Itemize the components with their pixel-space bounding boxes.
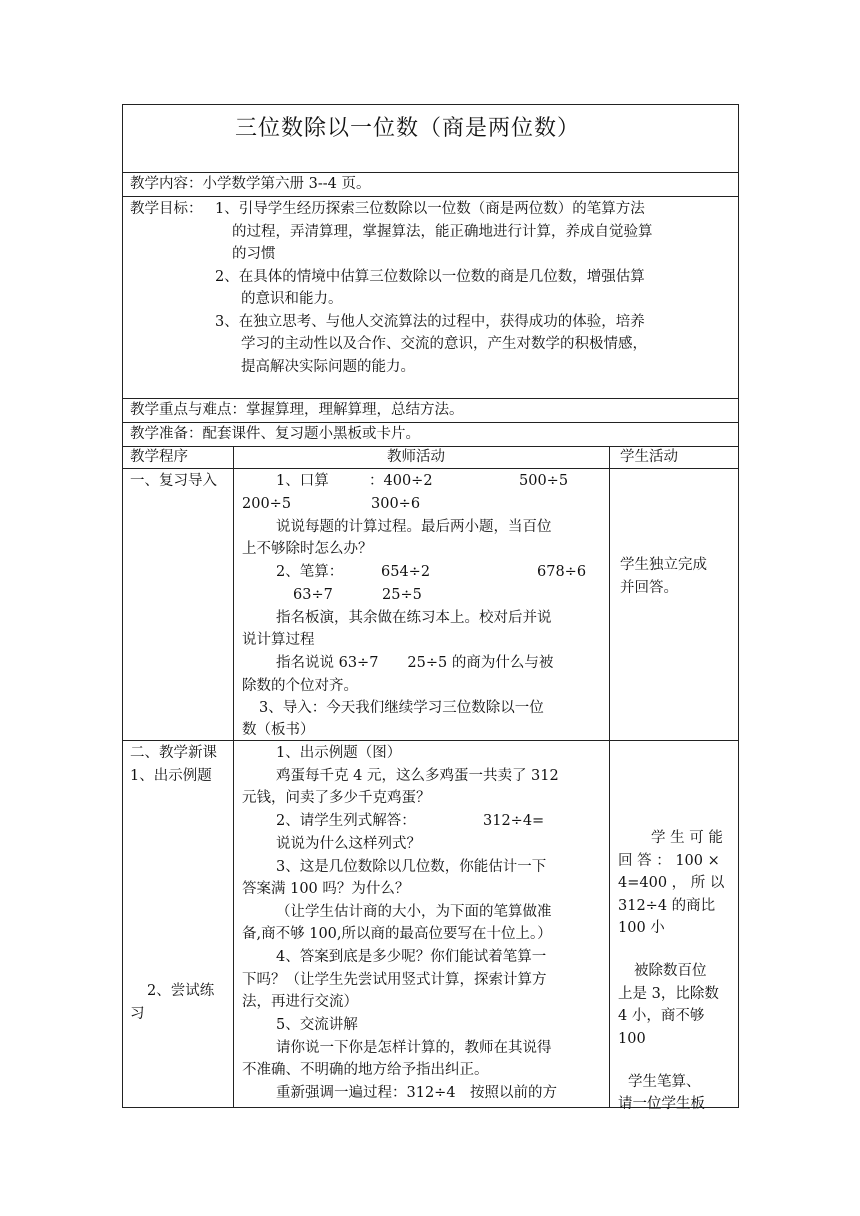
teacher-line: 下吗？（让学生先尝试用竖式计算，探索计算方 <box>242 972 547 988</box>
teacher-line: 654÷2 <box>381 564 431 580</box>
teacher-line: ：400÷2 <box>369 473 433 489</box>
student-line: 学生笔算、 <box>628 1074 701 1090</box>
table-rule <box>609 446 610 1108</box>
teacher-line: 500÷5 <box>519 473 569 489</box>
teacher-line: 300÷6 <box>371 496 421 512</box>
teacher-line: 法，再进行交流） <box>242 994 358 1010</box>
objective-line: 1、引导学生经历探索三位数除以一位数（商是两位数）的笔算方法 <box>215 201 645 217</box>
teacher-line: 答案满 100 吗？为什么？ <box>242 881 410 897</box>
teacher-line: 元钱，问卖了多少千克鸡蛋？ <box>242 790 431 806</box>
teacher-line: 678÷6 <box>537 564 587 580</box>
teacher-line: 说计算过程 <box>242 632 315 648</box>
student-line: 请一位学生板 <box>618 1096 705 1112</box>
student-line: 4 小，商不够 <box>618 1008 705 1024</box>
objectives-label: 教学目标： <box>130 201 203 217</box>
procedure-practice: 习 <box>130 1006 145 1022</box>
objective-line: 的意识和能力。 <box>241 291 343 307</box>
key-points: 教学重点与难点：掌握算理，理解算理，总结方法。 <box>130 402 464 418</box>
table-rule <box>122 104 739 105</box>
teacher-line: 1、口算 <box>276 473 329 489</box>
teacher-line: 重新强调一遍过程：312÷4 按照以前的方 <box>276 1085 558 1101</box>
objective-line: 的过程，弄清算理，掌握算法，能正确地进行计算，养成自觉验算 <box>232 224 653 240</box>
teacher-line: 5、交流讲解 <box>276 1017 358 1033</box>
student-line: 学 生 可 能 <box>651 830 723 846</box>
student-line: 100 <box>618 1031 646 1047</box>
teacher-line: 312÷4= <box>483 813 545 829</box>
teacher-line: 请你说一下你是怎样计算的，教师在其说得 <box>276 1040 552 1056</box>
objective-line: 学习的主动性以及合作、交流的意识，产生对数学的积极情感， <box>241 336 647 352</box>
table-rule <box>738 104 739 1108</box>
teacher-line: 3、导入：今天我们继续学习三位数除以一位 <box>259 700 544 716</box>
student-line: 4=400 ， 所 以 <box>618 875 725 891</box>
teacher-line: 除数的个位对齐。 <box>242 678 358 694</box>
table-rule <box>122 196 739 197</box>
header-teacher: 教师活动 <box>387 449 445 465</box>
objective-line: 2、在具体的情境中估算三位数除以一位数的商是几位数，增强估算 <box>215 269 645 285</box>
teacher-line: （让学生估计商的大小，为下面的笔算做准 <box>276 904 552 920</box>
table-rule <box>233 446 234 1108</box>
header-procedure: 教学程序 <box>130 449 188 465</box>
teacher-line: 指名板演，其余做在练习本上。校对后并说 <box>276 610 552 626</box>
student-line: 上是 3，比除数 <box>618 986 719 1002</box>
teacher-line: 说说为什么这样列式？ <box>276 836 421 852</box>
teacher-line: 2、笔算： <box>276 564 344 580</box>
teacher-line: 数（板书） <box>242 722 315 738</box>
teacher-line: 2、请学生列式解答： <box>276 813 416 829</box>
objective-line: 的习惯 <box>232 246 276 262</box>
teacher-line: 不准确、不明确的地方给予指出纠正。 <box>242 1062 489 1078</box>
teacher-line: 指名说说 63÷7 25÷5 的商为什么与被 <box>276 655 554 671</box>
procedure-review: 一、复习导入 <box>130 473 217 489</box>
teacher-line: 上不够除时怎么办？ <box>242 541 373 557</box>
document-title: 三位数除以一位数（商是两位数） <box>235 116 581 141</box>
teacher-line: 25÷5 <box>382 587 422 603</box>
teacher-line: 说说每题的计算过程。最后两小题，当百位 <box>276 519 552 535</box>
student-line: 学生独立完成 <box>620 557 707 573</box>
table-rule <box>122 740 739 741</box>
table-rule <box>122 468 739 469</box>
teacher-line: 1、出示例题（图） <box>276 745 402 761</box>
header-student: 学生活动 <box>620 449 678 465</box>
table-rule <box>122 104 123 1108</box>
teacher-line: 备,商不够 100,所以商的最高位要写在十位上。） <box>242 926 552 942</box>
procedure-new-lesson: 二、教学新课 <box>130 745 217 761</box>
teaching-preparation: 教学准备：配套课件、复习题小黑板或卡片。 <box>130 426 420 442</box>
student-line: 被除数百位 <box>634 963 707 979</box>
teaching-content: 教学内容：小学数学第六册 3--4 页。 <box>130 176 371 192</box>
student-line: 回 答 ： 100 × <box>618 853 720 869</box>
procedure-practice: 2、尝试练 <box>147 983 215 999</box>
student-line: 并回答。 <box>620 580 678 596</box>
student-line: 312÷4 的商比 <box>618 898 716 914</box>
teacher-line: 63÷7 <box>293 587 333 603</box>
teacher-line: 鸡蛋每千克 4 元，这么多鸡蛋一共卖了 312 <box>276 768 559 784</box>
teacher-line: 3、这是几位数除以几位数，你能估计一下 <box>276 859 547 875</box>
objective-line: 3、在独立思考、与他人交流算法的过程中，获得成功的体验，培养 <box>215 314 645 330</box>
teacher-line: 200÷5 <box>242 496 292 512</box>
student-line: 100 小 <box>618 920 665 936</box>
teacher-line: 4、答案到底是多少呢？你们能试着笔算一 <box>276 949 547 965</box>
objective-line: 提高解决实际问题的能力。 <box>241 359 415 375</box>
procedure-example: 1、出示例题 <box>130 768 212 784</box>
